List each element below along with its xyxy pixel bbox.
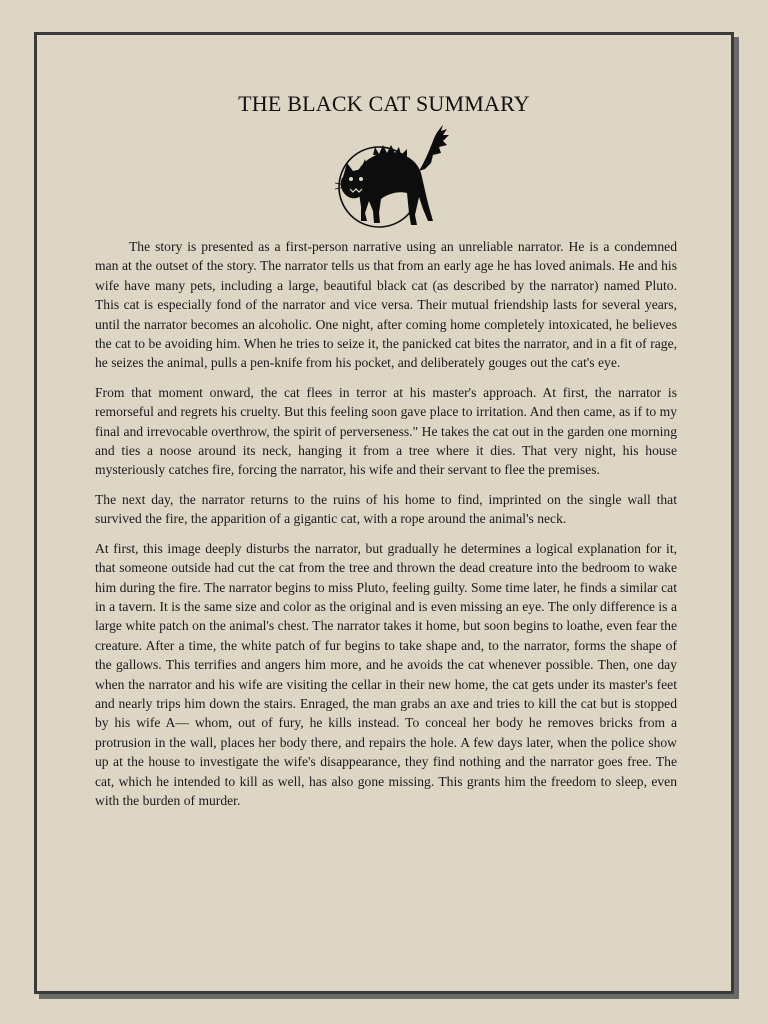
black-cat-icon	[333, 121, 453, 241]
paragraph: At first, this image deeply disturbs the narrator, but gradually he determines a logical explanation for it, that someone outside had cut the cat from the tree and thrown the dead creature into the bedroom to wake him during the fire. The narrator begins to miss Pluto, feeling guilty. Some time later, he finds a similar cat in a tavern. It is the same size and color as the original and is even missing an eye. The only difference is a large white patch on the animal's chest. The narrator takes it home, but soon begins to loathe, even fear the creature. After a time, the white patch of fur begins to take shape and, to the narrator, forms the shape of the gallows. This terrifies and angers him more, and he avoids the cat whenever possible. Then, one day when the narrator and his wife are visiting the cellar in their new home, the cat gets under its master's feet and nearly trips him down the stairs. Enraged, the man grabs an axe and tries to kill the cat but is stopped by his wife A— whom, out of fury, he kills instead. To conceal her body he removes bricks from a protrusion in the wall, places her body there, and repairs the hole. A few days later, when the police show up at the house to investigate the wife's disappearance, they find nothing and the narrator goes free. The cat, which he intended to kill as well, has also gone missing. This grants him the freedom to sleep, even with the burden of murder.	[95, 540, 677, 808]
paragraph: The next day, the narrator returns to the ruins of his home to find, imprinted on the single wall that survived the fire, the apparition of a gigantic cat, with a rope around the animal's neck.	[95, 491, 677, 527]
black-cat-illustration-icon	[333, 121, 453, 241]
document-page	[34, 32, 734, 994]
paragraph: The story is presented as a first-person narrative using an unreliable narrator. He is a condemned man at the outset of the story. The narrator tells us that from an early age he has loved animals. He and his wife have many pets, including a large, beautiful black cat (as described by the narrator) named Pluto. This cat is especially fond of the narrator and vice versa. Their mutual friendship lasts for several years, until the narrator becomes an alcoholic. One night, after coming home completely intoxicated, he believes the cat to be avoiding him. When he tries to seize it, the panicked cat bites the narrator, and in a fit of rage, he seizes the animal, pulls a pen-knife from his pocket, and deliberately gouges out the cat's eye.	[95, 239, 677, 371]
page-title: THE BLACK CAT SUMMARY	[238, 91, 530, 116]
paragraph: From that moment onward, the cat flees in terror at his master's approach. At first, the narrator is remorseful and regrets his cruelty. But this feeling soon gave place to irritation. And then came, as if to my final and irrevocable overthrow, the spirit of perverseness." He takes the cat out in the garden one morning and ties a noose around its neck, hanging it from a tree where it dies. That very night, his house mysteriously catches fire, forcing the narrator, his wife and their servant to flee the premises.	[95, 384, 677, 478]
summary-body	[95, 237, 677, 820]
